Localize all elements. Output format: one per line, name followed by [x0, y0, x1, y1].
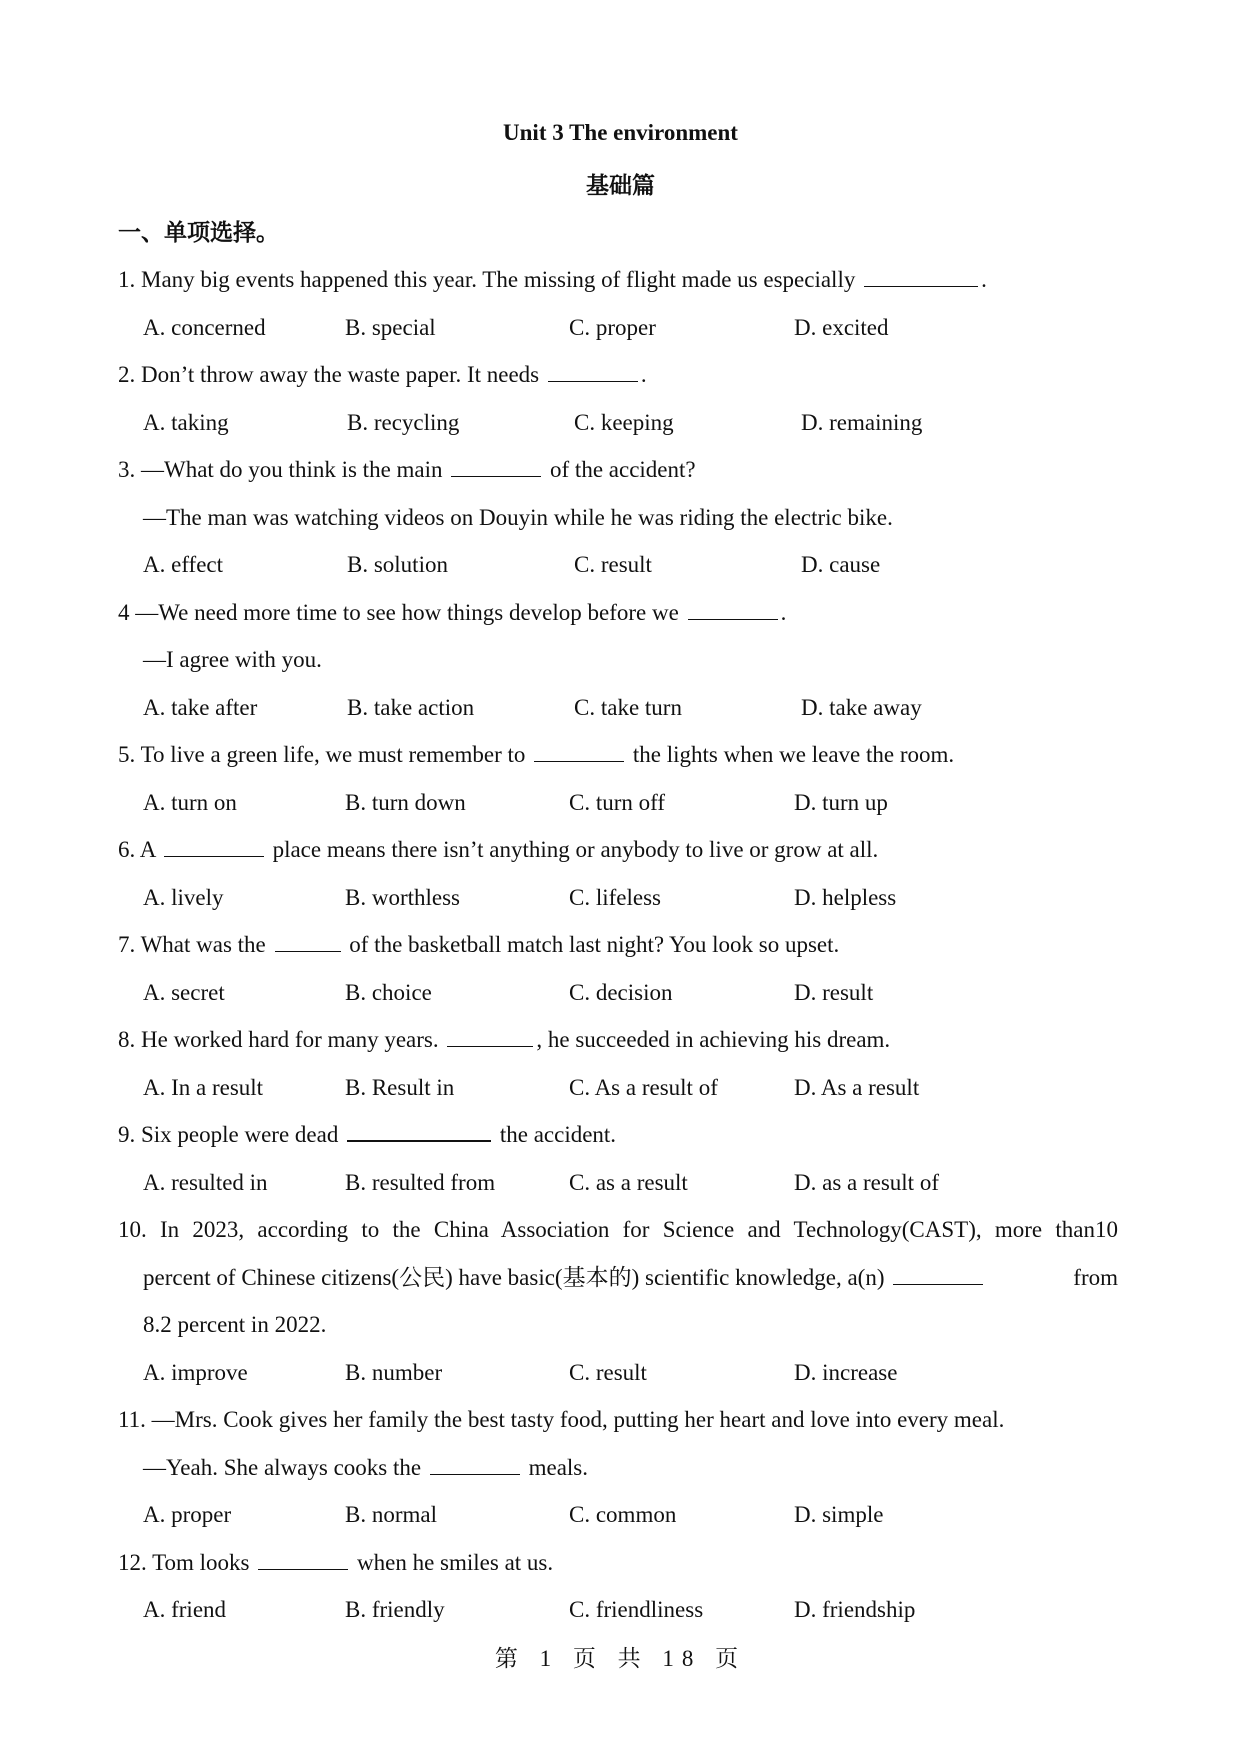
question-6-text-end: place means there isn’t anything or anybody to live or grow at all.: [266, 837, 879, 862]
answer-blank: [275, 929, 341, 952]
question-10-text: [143, 1254, 986, 1302]
option-c: C. result: [574, 552, 652, 577]
answer-blank: [447, 1024, 533, 1047]
section-heading: 一、单项选择。: [118, 220, 279, 245]
option-a: A. secret: [143, 979, 225, 1005]
option-d: D. As a result: [794, 1074, 920, 1100]
question-5: [118, 731, 1128, 779]
question-10: 10. In 2023, according to the China Association for Science and Technology(CAST), more than10: [118, 1217, 1118, 1242]
option-d: D. result: [794, 979, 874, 1005]
question-8-text-end: , he succeeded in achieving his dream.: [536, 1027, 891, 1052]
page-title: Unit 3 The environment: [503, 120, 738, 145]
option-d: D. simple: [794, 1502, 884, 1527]
option-c: C. as a result: [569, 1169, 688, 1195]
option-b: B. number: [345, 1359, 443, 1385]
option-b: B. choice: [345, 979, 432, 1005]
question-6: [118, 826, 1128, 874]
option-a: A. taking: [143, 409, 229, 435]
question-11-options: [118, 1491, 1128, 1539]
question-5-text: 5. To live a green life, we must remember to: [118, 742, 532, 767]
option-b: B. recycling: [347, 409, 460, 435]
option-b: B. friendly: [345, 1597, 445, 1622]
question-2: [118, 351, 1128, 399]
question-4: [118, 589, 1128, 637]
question-4-text-end: .: [780, 599, 787, 625]
question-2-text-end: .: [640, 362, 647, 387]
page-subtitle: 基础篇: [586, 173, 655, 198]
answer-blank: [864, 264, 978, 287]
question-11-reply-end: meals.: [522, 1454, 589, 1480]
question-1-options: [118, 304, 1128, 352]
question-12: [118, 1539, 1128, 1587]
answer-blank: [451, 454, 541, 477]
question-2-options: [118, 399, 1128, 447]
option-b: B. solution: [347, 552, 448, 577]
option-d: D. increase: [794, 1359, 898, 1385]
question-6-text: 6. A: [118, 837, 161, 862]
question-5-text-end: the lights when we leave the room.: [627, 742, 955, 767]
question-3-options: [118, 541, 1128, 589]
option-d: D. cause: [801, 552, 881, 577]
question-11-reply: [118, 1444, 1128, 1492]
option-a: A. take after: [143, 694, 258, 720]
option-c: C. As a result of: [569, 1074, 718, 1100]
question-8-text: 8. He worked hard for many years.: [118, 1027, 445, 1052]
option-b: B. turn down: [345, 789, 466, 815]
option-a: A. proper: [143, 1502, 232, 1527]
answer-blank: [893, 1262, 983, 1285]
option-a: A. In a result: [143, 1074, 264, 1100]
question-9-text-end: the accident.: [494, 1122, 617, 1147]
question-7-text-end: of the basketball match last night? You look so upset.: [343, 932, 840, 957]
option-a: A. turn on: [143, 789, 237, 815]
option-a: A. improve: [143, 1359, 248, 1385]
option-c: C. common: [569, 1502, 677, 1527]
option-b: B. Result in: [345, 1074, 455, 1100]
option-c: C. lifeless: [569, 884, 661, 910]
answer-blank: [258, 1547, 348, 1570]
question-1: [118, 256, 1128, 304]
question-12-options: [118, 1586, 1128, 1634]
question-9: [118, 1111, 1128, 1159]
question-4-options: [118, 684, 1128, 732]
question-11: 11. —Mrs. Cook gives her family the best tasty food, putting her heart and love into every meal.: [118, 1407, 1005, 1432]
question-1-text: 1. Many big events happened this year. The missing of flight made us especially: [118, 267, 862, 292]
question-5-options: [118, 779, 1128, 827]
question-12-text: 12. Tom looks: [118, 1549, 256, 1575]
option-c: C. friendliness: [569, 1597, 704, 1622]
question-12-text-end: when he smiles at us.: [351, 1549, 554, 1575]
answer-blank: [430, 1452, 520, 1475]
option-b: B. worthless: [345, 884, 460, 910]
option-b: B. normal: [345, 1502, 437, 1527]
question-1-text-end: .: [981, 267, 987, 292]
question-10-line-2: [118, 1254, 1118, 1302]
question-3-reply: —The man was watching videos on Douyin while he was riding the electric bike.: [143, 504, 893, 530]
option-d: D. remaining: [801, 409, 923, 435]
answer-blank: [688, 597, 778, 620]
question-7-text: 7. What was the: [118, 932, 272, 957]
question-10-text-end: from: [1073, 1264, 1118, 1290]
question-3: [118, 446, 1128, 494]
question-10-options: [118, 1349, 1128, 1397]
option-a: A. concerned: [143, 314, 266, 340]
question-list: [118, 256, 1128, 1634]
option-d: D. friendship: [794, 1597, 916, 1622]
question-2-text: 2. Don’t throw away the waste paper. It needs: [118, 362, 545, 387]
question-9-options: [118, 1159, 1128, 1207]
question-9-text: 9. Six people were dead: [118, 1122, 345, 1147]
page-number-footer: 第 1 页 共 18 页: [494, 1646, 747, 1671]
option-c: C. proper: [569, 314, 656, 340]
question-10-line-3: 8.2 percent in 2022.: [143, 1312, 327, 1337]
option-a: A. lively: [143, 884, 224, 910]
question-4-reply: —I agree with you.: [143, 647, 322, 672]
question-7-options: [118, 969, 1128, 1017]
option-c: C. keeping: [574, 409, 674, 435]
question-6-options: [118, 874, 1128, 922]
option-d: D. helpless: [794, 884, 897, 910]
question-3-text: 3. —What do you think is the main: [118, 457, 449, 482]
answer-blank: [548, 359, 638, 382]
question-10-text-a: percent of Chinese citizens(公民) have basic(基本的) scientific knowledge, a(n): [143, 1264, 891, 1290]
option-a: A. friend: [143, 1597, 227, 1622]
question-3-text-end: of the accident?: [544, 457, 696, 482]
answer-blank: [534, 739, 624, 762]
option-d: D. excited: [794, 314, 889, 340]
option-b: B. special: [345, 314, 436, 340]
question-8: [118, 1016, 1128, 1064]
option-b: B. resulted from: [345, 1169, 496, 1195]
question-7: [118, 921, 1128, 969]
answer-blank: [164, 834, 264, 857]
option-d: D. as a result of: [794, 1169, 939, 1195]
question-11-reply-text: —Yeah. She always cooks the: [143, 1454, 427, 1480]
option-c: C. turn off: [569, 789, 666, 815]
option-c: C. result: [569, 1359, 647, 1385]
option-d: D. turn up: [794, 789, 888, 815]
option-a: A. effect: [143, 552, 224, 577]
option-b: B. take action: [347, 694, 475, 720]
question-8-options: [118, 1064, 1128, 1112]
option-a: A. resulted in: [143, 1169, 268, 1195]
option-d: D. take away: [801, 694, 922, 720]
answer-blank: [347, 1118, 491, 1142]
option-c: C. decision: [569, 979, 673, 1005]
option-c: C. take turn: [574, 694, 682, 720]
question-4-text: 4 —We need more time to see how things develop before we: [118, 599, 685, 625]
